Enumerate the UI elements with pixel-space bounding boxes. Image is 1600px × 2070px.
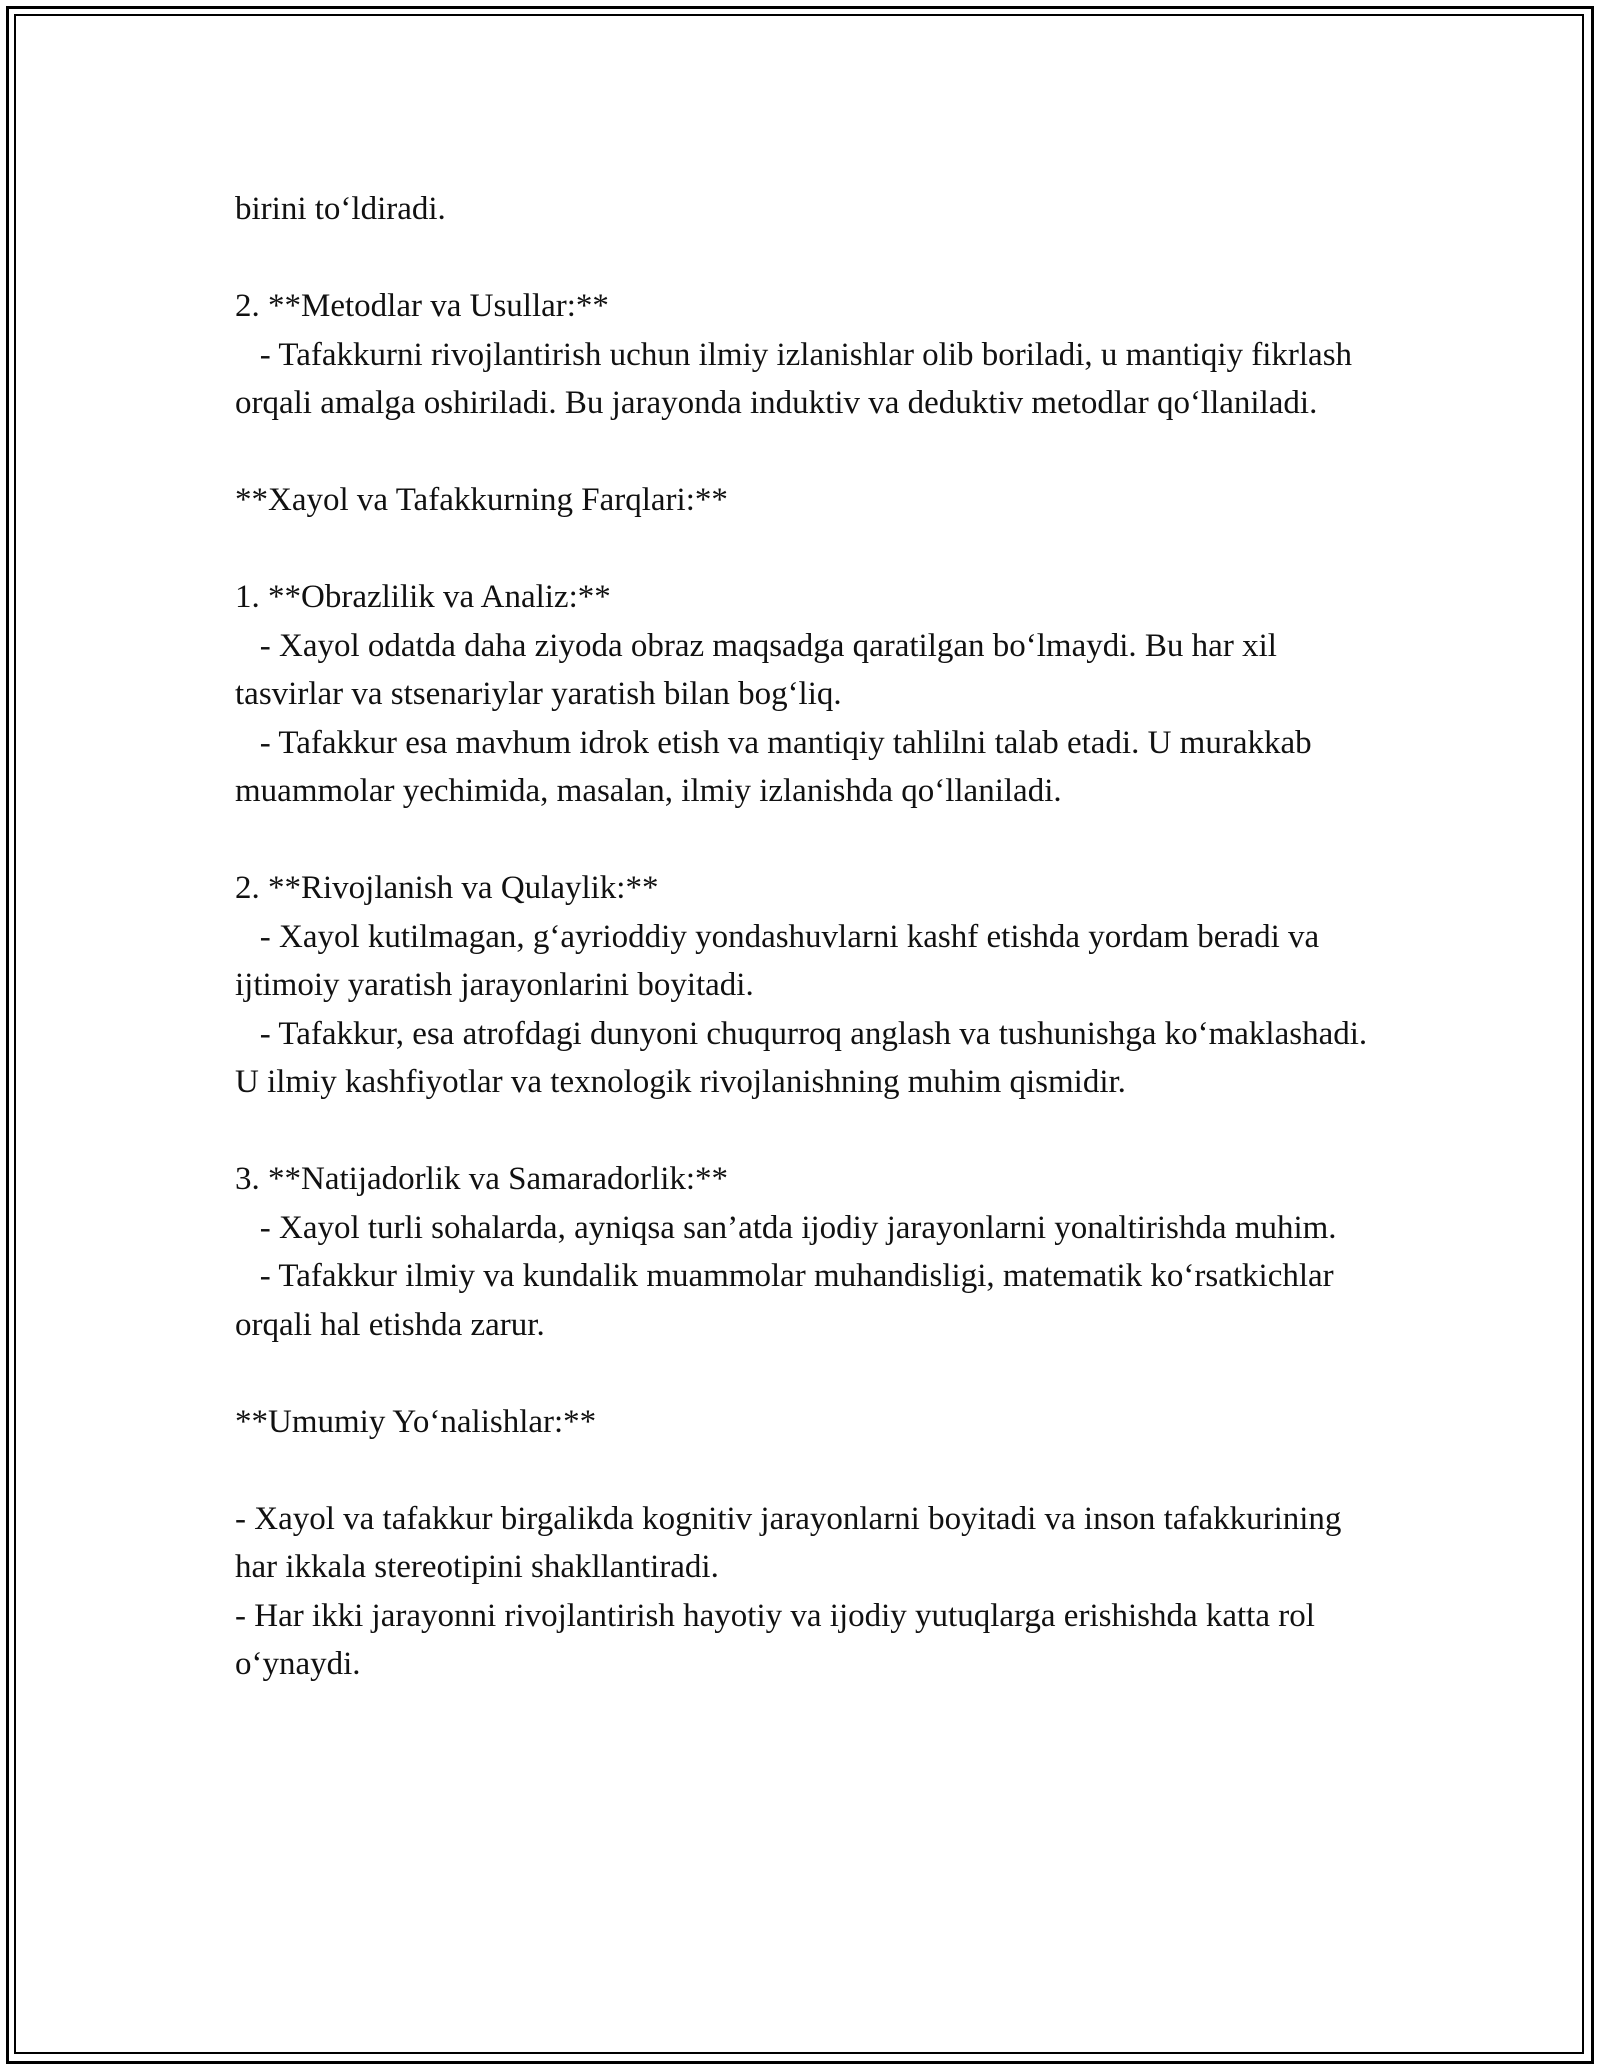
blank-line	[235, 1446, 1375, 1495]
blank-line	[235, 816, 1375, 865]
paragraph: - Tafakkur, esa atrofdagi dunyoni chuqurroq anglash va tushunishga ko‘maklashadi. U ilmiy kashfiyotlar va texnologik rivojlanishning muhim qismidir.	[235, 1015, 1376, 1100]
blank-line	[235, 1349, 1375, 1398]
paragraph: 1. **Obrazlilik va Analiz:**	[235, 579, 611, 615]
paragraph: **Xayol va Tafakkurning Farqlari:**	[235, 482, 728, 518]
paragraph: - Tafakkur ilmiy va kundalik muammolar muhandisligi, matematik ko‘rsatkichlar orqali hal etishda zarur.	[235, 1258, 1342, 1343]
paragraph: **Umumiy Yo‘nalishlar:**	[235, 1403, 597, 1440]
paragraph: 2. **Rivojlanish va Qulaylik:**	[235, 870, 659, 906]
paragraph: - Xayol turli sohalarda, ayniqsa san’atda ijodiy jarayonlarni yonaltirishda muhim.	[235, 1209, 1337, 1246]
paragraph: - Har ikki jarayonni rivojlantirish hayotiy va ijodiy yutuqlarga erishishda katta rol o‘ynaydi.	[235, 1597, 1324, 1682]
paragraph: 2. **Metodlar va Usullar:**	[235, 288, 609, 324]
document-body	[235, 185, 1375, 1689]
blank-line	[235, 234, 1375, 283]
paragraph: - Tafakkurni rivojlantirish uchun ilmiy izlanishlar olib boriladi, u mantiqiy fikrlash orqali amalga oshiriladi. Bu jarayonda induktiv va deduktiv metodlar qo‘llaniladi.	[235, 336, 1361, 421]
blank-line	[235, 1107, 1375, 1156]
paragraph: - Tafakkur esa mavhum idrok etish va mantiqiy tahlilni talab etadi. U murakkab muammolar yechimida, masalan, ilmiy izlanishda qo‘llaniladi.	[235, 724, 1320, 809]
blank-line	[235, 525, 1375, 574]
paragraph: 3. **Natijadorlik va Samaradorlik:**	[235, 1161, 729, 1197]
paragraph: birini to‘ldiradi.	[235, 191, 446, 227]
blank-line	[235, 428, 1375, 477]
paragraph: - Xayol kutilmagan, g‘ayrioddiy yondashuvlarni kashf etishda yordam beradi va ijtimoiy yaratish jarayonlarini boyitadi.	[235, 918, 1328, 1003]
paragraph: - Xayol odatda daha ziyoda obraz maqsadga qaratilgan bo‘lmaydi. Bu har xil tasvirlar va stsenariylar yaratish bilan bog‘liq.	[235, 627, 1286, 712]
paragraph: - Xayol va tafakkur birgalikda kognitiv jarayonlarni boyitadi va inson tafakkurining har ikkala stereotipini shakllantiradi.	[235, 1500, 1350, 1585]
